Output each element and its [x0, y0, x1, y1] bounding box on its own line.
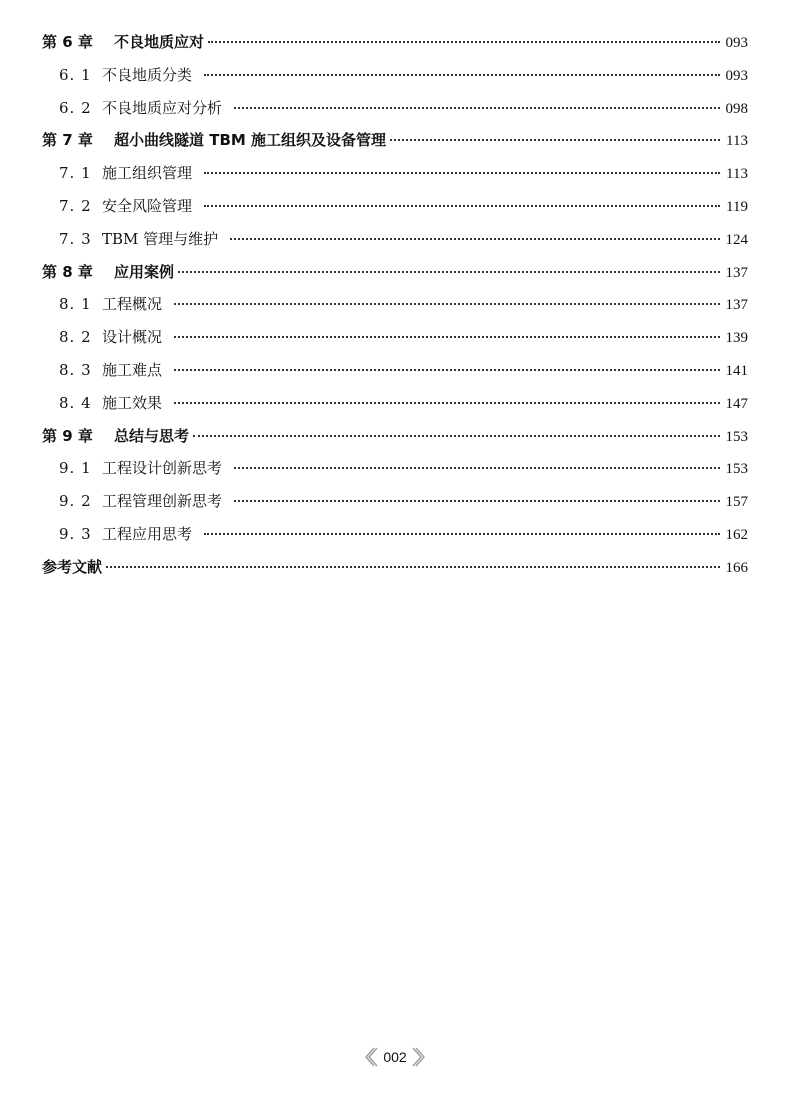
toc-title: 参考文献	[42, 557, 103, 576]
toc-references[interactable]	[42, 551, 748, 584]
toc-page: 098	[725, 100, 748, 117]
toc-page: 113	[726, 166, 748, 183]
double-chevron-right-icon	[411, 1046, 425, 1068]
toc-chapter-9[interactable]	[42, 420, 748, 453]
dot-leader	[204, 74, 719, 76]
dot-leader	[208, 41, 719, 43]
toc-page: 153	[725, 428, 748, 445]
toc-number: 第 7 章	[42, 131, 93, 150]
toc-page: 093	[725, 35, 748, 51]
toc-page: 139	[725, 330, 748, 347]
toc-number: 7. 3	[59, 229, 92, 248]
toc-number: 8. 1	[59, 295, 92, 314]
toc-number: 7. 2	[59, 196, 92, 215]
dot-leader	[174, 336, 719, 338]
page-number: 002	[383, 1049, 407, 1065]
dot-leader	[230, 238, 719, 240]
toc-section-9-2[interactable]	[42, 485, 748, 518]
toc-chapter-8[interactable]	[42, 256, 748, 289]
toc-number: 6. 1	[59, 65, 92, 84]
toc-page: 157	[725, 494, 748, 511]
toc-section-8-4[interactable]	[42, 387, 748, 420]
toc-section-7-2[interactable]	[42, 190, 748, 223]
toc-title: 工程概况	[102, 295, 163, 314]
toc-title: 超小曲线隧道 TBM 施工组织及设备管理	[114, 131, 387, 150]
toc-page: 119	[726, 198, 748, 215]
toc-number: 7. 1	[59, 164, 92, 183]
toc-page: 141	[725, 362, 748, 379]
toc-number: 第 9 章	[42, 426, 93, 445]
toc-number: 第 8 章	[42, 262, 93, 281]
toc-page: 153	[725, 461, 748, 478]
toc-number: 9. 3	[59, 524, 92, 543]
toc-number: 8. 2	[59, 328, 92, 347]
toc-section-7-1[interactable]	[42, 157, 748, 190]
dot-leader	[234, 107, 719, 109]
dot-leader	[174, 303, 719, 305]
toc-number: 8. 4	[59, 393, 92, 412]
toc-page: 137	[725, 297, 748, 314]
toc-title: 工程应用思考	[102, 524, 193, 543]
dot-leader	[234, 467, 719, 469]
toc-chapter-6[interactable]	[42, 26, 748, 59]
toc-title: 施工效果	[102, 393, 163, 412]
toc-section-7-3[interactable]	[42, 223, 748, 256]
dot-leader	[204, 205, 720, 207]
toc-title: TBM 管理与维护	[102, 229, 219, 248]
toc-page: 147	[725, 395, 748, 412]
dot-leader	[204, 172, 720, 174]
page-footer	[0, 1046, 790, 1068]
toc-page: 113	[726, 133, 748, 150]
toc-title: 工程设计创新思考	[102, 459, 223, 478]
toc-title: 工程管理创新思考	[102, 492, 223, 511]
toc-section-6-1[interactable]	[42, 59, 748, 92]
toc-chapter-7[interactable]	[42, 124, 748, 157]
toc-title: 总结与思考	[114, 426, 190, 445]
toc-title: 安全风险管理	[102, 196, 193, 215]
toc-title: 不良地质应对	[114, 33, 205, 51]
toc-title: 设计概况	[102, 328, 163, 347]
toc-section-9-3[interactable]	[42, 518, 748, 551]
toc-page: 166	[725, 559, 748, 576]
toc-section-8-2[interactable]	[42, 321, 748, 354]
dot-leader	[174, 369, 719, 371]
dot-leader	[193, 435, 719, 437]
toc-page: 124	[725, 231, 748, 248]
toc-number: 9. 1	[59, 459, 92, 478]
dot-leader	[390, 139, 720, 141]
toc-section-6-2[interactable]	[42, 92, 748, 125]
toc-title: 施工组织管理	[102, 164, 193, 183]
toc-number: 6. 2	[59, 98, 92, 117]
toc-number: 9. 2	[59, 492, 92, 511]
toc-section-9-1[interactable]	[42, 452, 748, 485]
toc-title: 施工难点	[102, 360, 163, 379]
toc-title: 不良地质应对分析	[102, 98, 223, 117]
toc-section-8-1[interactable]	[42, 288, 748, 321]
toc-number: 8. 3	[59, 360, 92, 379]
double-chevron-left-icon	[365, 1046, 379, 1068]
dot-leader	[234, 500, 719, 502]
toc-page: 162	[725, 526, 748, 543]
dot-leader	[178, 271, 719, 273]
dot-leader	[174, 402, 719, 404]
dot-leader	[106, 566, 719, 568]
table-of-contents	[42, 26, 748, 584]
toc-number: 第 6 章	[42, 33, 93, 51]
toc-page: 137	[725, 264, 748, 281]
toc-page: 093	[725, 67, 748, 84]
dot-leader	[204, 533, 719, 535]
toc-section-8-3[interactable]	[42, 354, 748, 387]
toc-title: 应用案例	[114, 262, 175, 281]
toc-title: 不良地质分类	[102, 65, 193, 84]
